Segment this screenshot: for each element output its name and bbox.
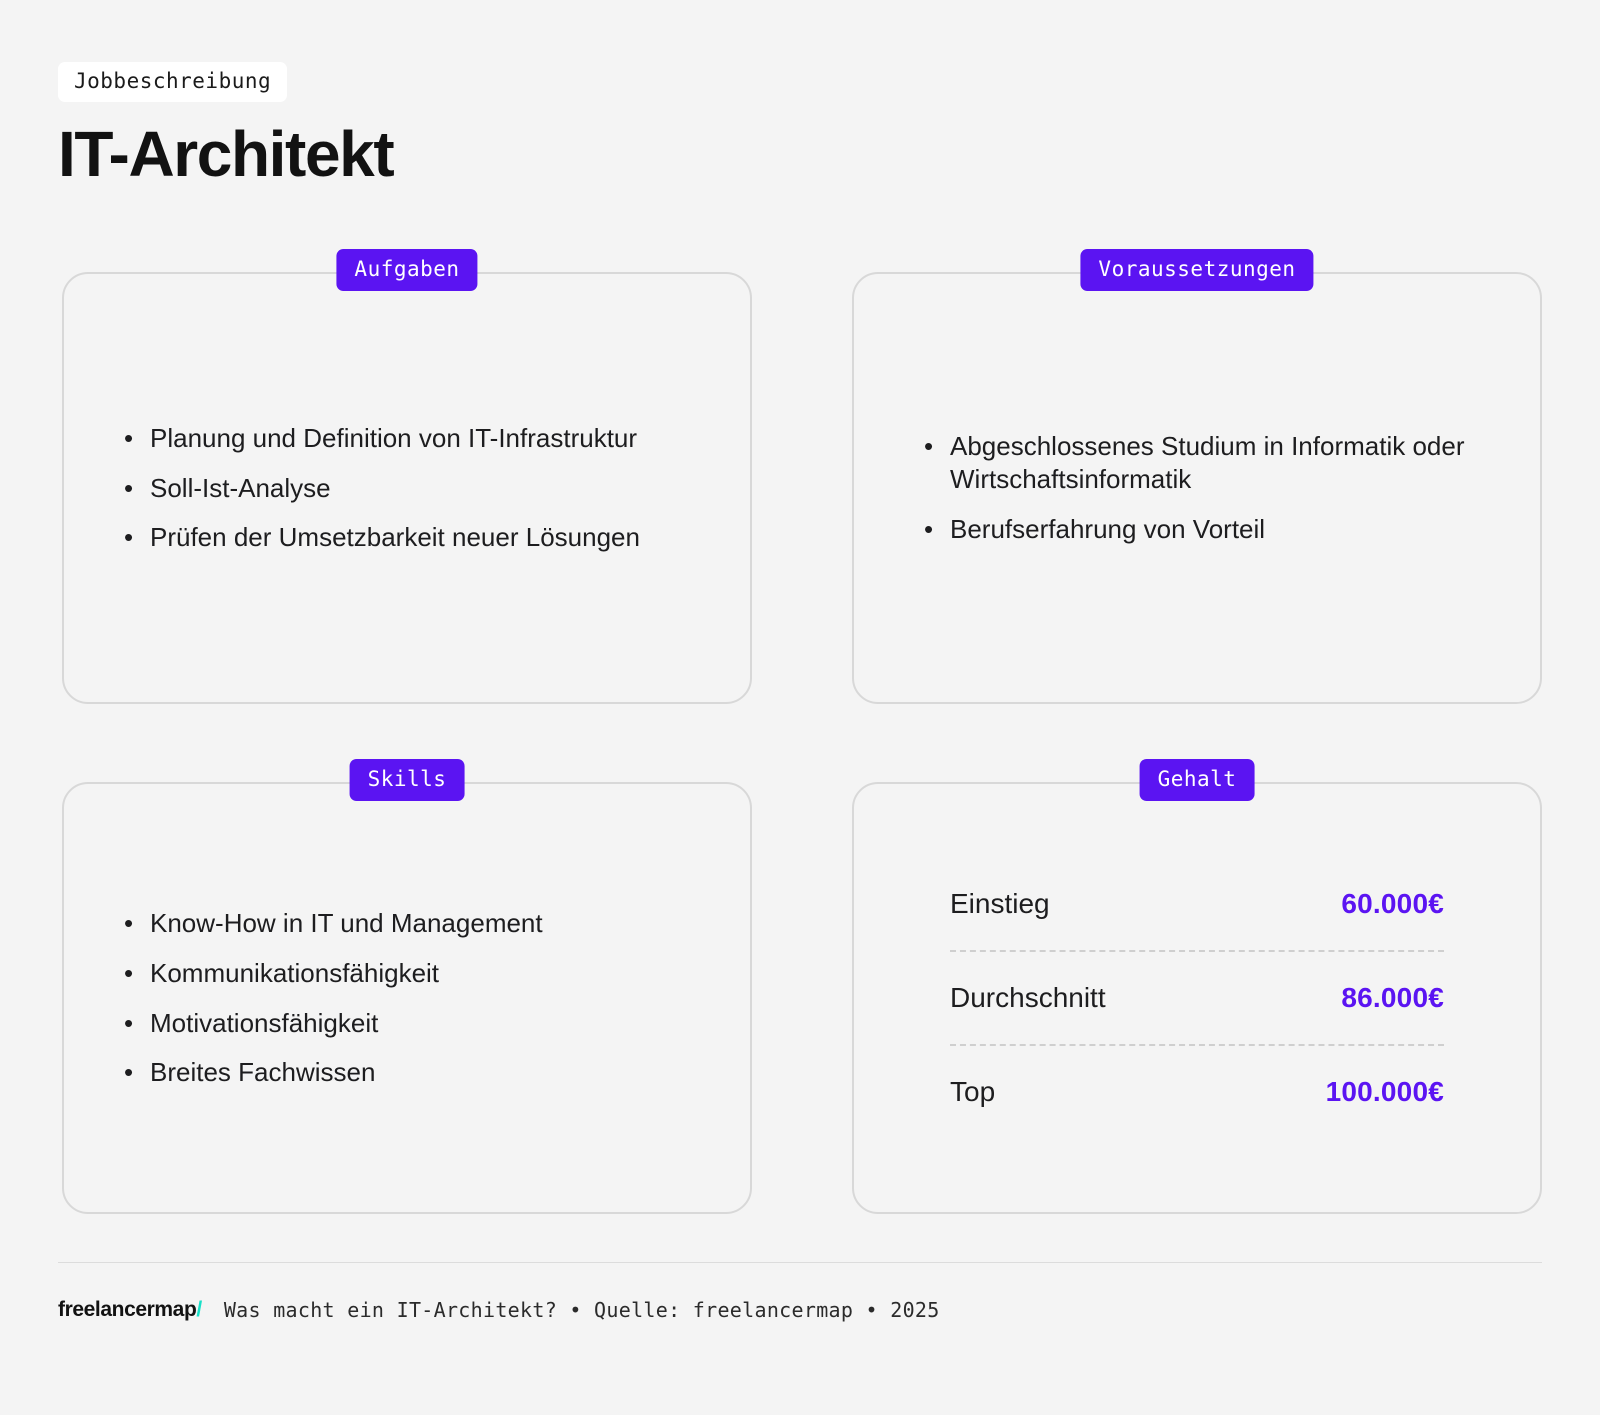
footer-source-text: Was macht ein IT-Architekt? • Quelle: freelancermap • 2025 bbox=[223, 1298, 940, 1322]
list-item: • Prüfen der Umsetzbarkeit neuer Lösungen bbox=[150, 521, 706, 554]
skills-list bbox=[108, 907, 706, 1089]
salary-label: Top bbox=[950, 1076, 996, 1107]
list-item: • Motivationsfähigkeit bbox=[150, 1007, 706, 1040]
card-salary-label: Gehalt bbox=[1140, 759, 1255, 801]
salary-table bbox=[898, 884, 1496, 1112]
brand-name: freelancermap bbox=[58, 1298, 197, 1321]
footer bbox=[58, 1298, 940, 1322]
list-item: • Abgeschlossenes Studium in Informatik oder Wirtschaftsinformatik bbox=[950, 430, 1496, 496]
card-requirements-label: Voraussetzungen bbox=[1080, 249, 1313, 291]
cards-grid bbox=[62, 257, 1542, 1214]
salary-divider bbox=[950, 1044, 1444, 1046]
list-item: • Planung und Definition von IT-Infrastruktur bbox=[150, 422, 706, 455]
eyebrow-badge: Jobbeschreibung bbox=[58, 62, 287, 102]
list-item: • Know-How in IT und Management bbox=[150, 907, 706, 940]
card-salary-body bbox=[852, 782, 1542, 1214]
salary-label: Einstieg bbox=[950, 888, 1050, 919]
card-skills bbox=[62, 767, 752, 1214]
list-item: • Berufserfahrung von Vorteil bbox=[950, 513, 1496, 546]
page-title: IT-Architekt bbox=[58, 118, 394, 190]
card-salary bbox=[852, 767, 1542, 1214]
list-item: • Kommunikationsfähigkeit bbox=[150, 957, 706, 990]
card-tasks bbox=[62, 257, 752, 704]
card-tasks-body bbox=[62, 272, 752, 704]
card-tasks-label: Aufgaben bbox=[336, 249, 477, 291]
list-item: • Soll-Ist-Analyse bbox=[150, 472, 706, 505]
salary-value: 60.000€ bbox=[1341, 888, 1444, 919]
salary-value: 86.000€ bbox=[1341, 982, 1444, 1013]
salary-row-entry bbox=[950, 884, 1444, 924]
salary-value: 100.000€ bbox=[1325, 1076, 1444, 1107]
card-requirements bbox=[852, 257, 1542, 704]
salary-row-average bbox=[950, 978, 1444, 1018]
requirements-list bbox=[908, 430, 1496, 545]
list-item: • Breites Fachwissen bbox=[150, 1056, 706, 1089]
card-skills-body bbox=[62, 782, 752, 1214]
salary-row-top bbox=[950, 1072, 1444, 1112]
footer-divider bbox=[58, 1262, 1542, 1263]
salary-label: Durchschnitt bbox=[950, 982, 1106, 1013]
salary-divider bbox=[950, 950, 1444, 952]
card-requirements-body bbox=[852, 272, 1542, 704]
brand-slash: / bbox=[196, 1298, 202, 1321]
tasks-list bbox=[108, 422, 706, 554]
brand-logo bbox=[58, 1298, 202, 1322]
card-skills-label: Skills bbox=[350, 759, 465, 801]
